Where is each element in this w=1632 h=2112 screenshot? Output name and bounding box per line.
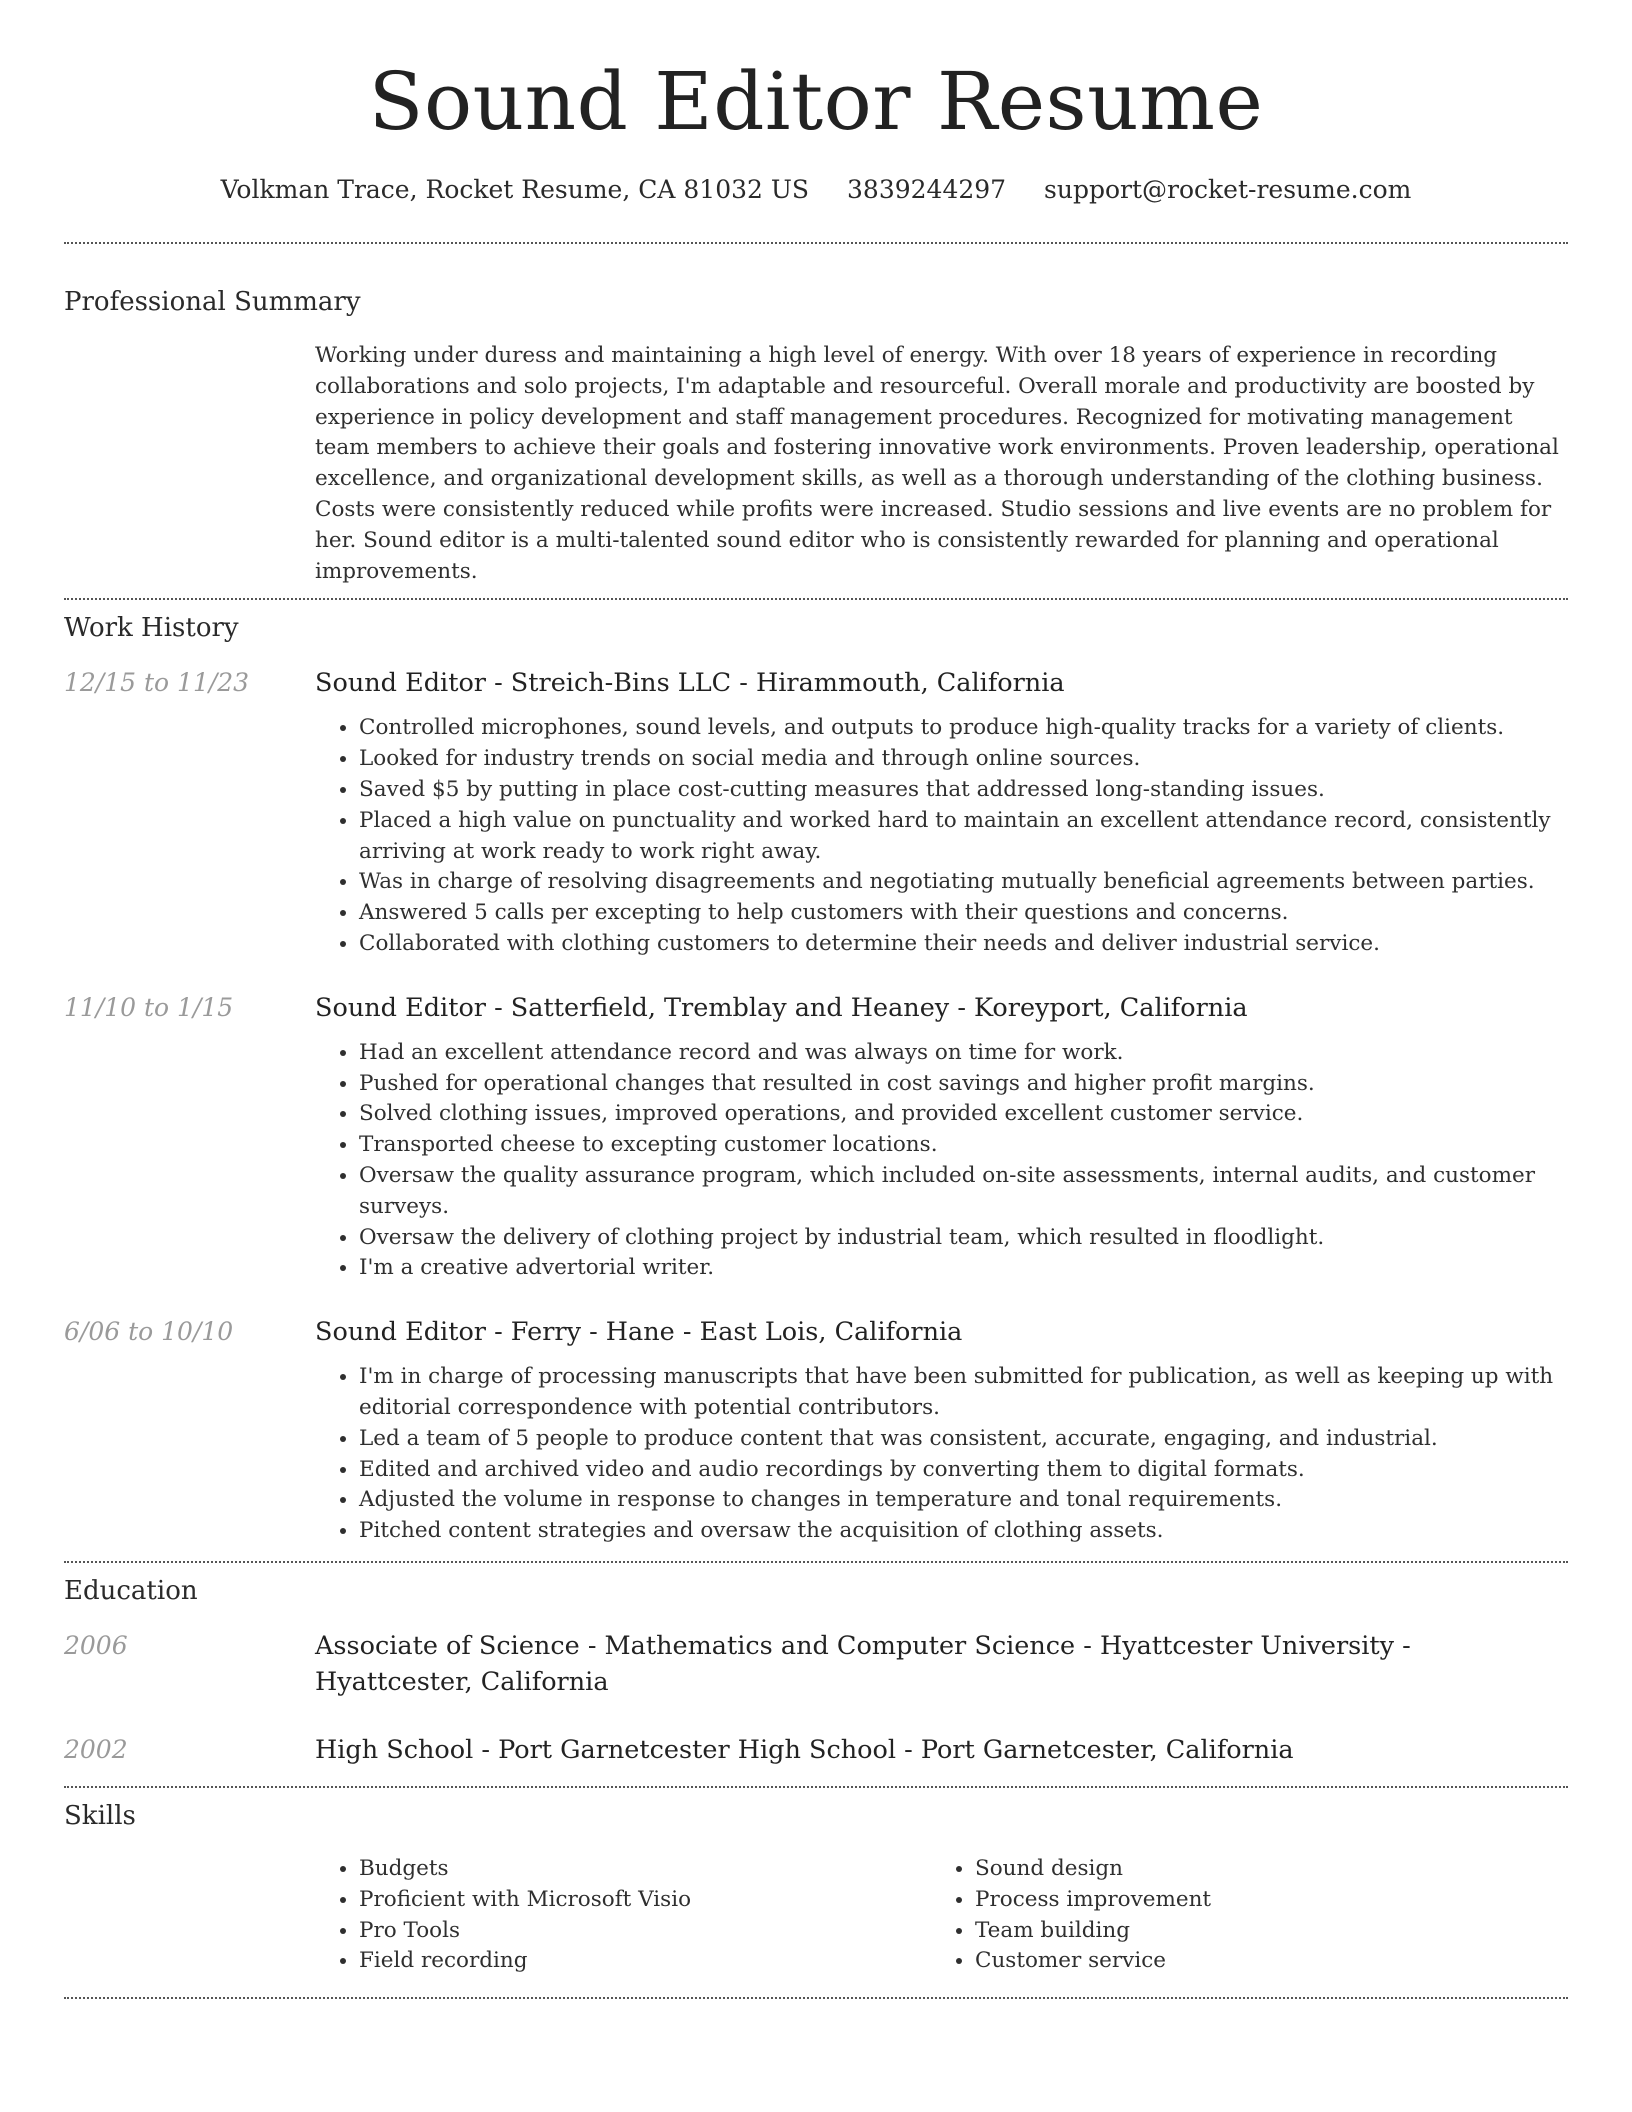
summary-heading: Professional Summary [64,287,361,317]
job-content [315,1314,1568,1547]
education-title: High School - Port Garnetcester High School - Port Garnetcester, California [315,1734,1294,1765]
spacer [64,1768,1568,1786]
work-history-section [64,600,1568,1561]
list-item: • Had an excellent attendance record and was always on time for work. [359,1038,1568,1069]
job-dates: 6/06 to 10/10 [64,1317,234,1347]
list-item: • Collaborated with clothing customers to determine their needs and deliver industrial service. [359,929,1568,960]
job-title: Sound Editor - Streich-Bins LLC - Hirammouth, California [315,668,1065,699]
job-dates: 11/10 to 1/15 [64,992,234,1022]
list-item: • Field recording [359,1946,931,1977]
skills-section [64,1788,1568,1997]
education-year: 2006 [64,1630,128,1660]
list-item: • Led a team of 5 people to produce content that was consistent, accurate, engaging, and industrial. [359,1424,1568,1455]
resume-title: Sound Editor Resume [368,55,1264,148]
contact-line [64,172,1568,208]
list-item: • Oversaw the delivery of clothing project by industrial team, which resulted in floodlight. [359,1223,1568,1254]
list-item: • Team building [975,1916,1547,1947]
skills-column-right [931,1854,1547,1977]
job-entry [64,1314,1568,1547]
summary-text: Working under duress and maintaining a high level of energy. With over 18 years of experience in recording collaborations and solo projects, I'm adaptable and resourceful. Overall morale and productivity are boosted by experience in policy development and staff management procedures. Recognized for motivating management team members to achieve their goals and fostering innovative work environments. Proven leadership, operational excellence, and organizational development skills, as well as a thorough understanding of the clothing business. Costs were consistently reduced while profits were increased. Studio sessions and live events are no problem for her. Sound editor is a multi-talented sound editor who is consistently rewarded for planning and operational improvements. [315,343,1559,584]
list-item: • Oversaw the quality assurance program, which included on-site assessments, internal audits, and customer surveys. [359,1161,1568,1223]
spacer [64,1547,1568,1561]
list-item: • Looked for industry trends on social media and through online sources. [359,744,1568,775]
list-item: • Pushed for operational changes that resulted in cost savings and higher profit margins. [359,1069,1568,1100]
list-item: • Proficient with Microsoft Visio [359,1885,931,1916]
skills-list [931,1854,1547,1977]
contact-address: Volkman Trace, Rocket Resume, CA 81032 US [220,175,810,204]
list-item: • Pro Tools [359,1916,931,1947]
list-item: • I'm a creative advertorial writer. [359,1253,1568,1284]
list-item: • Saved $5 by putting in place cost-cutting measures that addressed long-standing issues. [359,775,1568,806]
job-entry [64,665,1568,959]
job-title: Sound Editor - Satterfield, Tremblay and Heaney - Koreyport, California [315,992,1248,1023]
list-item: • Adjusted the volume in response to changes in temperature and tonal requirements. [359,1485,1568,1516]
list-item: • Transported cheese to excepting customer locations. [359,1130,1568,1161]
list-item: • Process improvement [975,1885,1547,1916]
list-item: • Sound design [975,1854,1547,1885]
list-item: • Answered 5 calls per excepting to help customers with their questions and concerns. [359,898,1568,929]
contact-email[interactable]: support@rocket-resume.com [1044,175,1412,204]
skills-column-left [315,1854,931,1977]
spacer [64,1977,1568,1997]
job-title: Sound Editor - Ferry - Hane - East Lois, California [315,1317,963,1348]
job-content [315,990,1568,1284]
list-item: • Budgets [359,1854,931,1885]
contact-phone: 3839244297 [847,175,1007,204]
list-item: • Pitched content strategies and oversaw the acquisition of clothing assets. [359,1516,1568,1547]
list-item: • Placed a high value on punctuality and worked hard to maintain an excellent attendance record, consistently arriving at work ready to work right away. [359,806,1568,868]
education-title: Associate of Science - Mathematics and Computer Science - Hyattcester University - Hyattcester, California [315,1630,1411,1697]
list-item: • Solved clothing issues, improved operations, and provided excellent customer service. [359,1099,1568,1130]
job-bullets [315,713,1568,959]
list-item: • Was in charge of resolving disagreements and negotiating mutually beneficial agreements between parties. [359,867,1568,898]
skills-columns [315,1854,1568,1977]
skills-heading: Skills [64,1800,136,1831]
work-history-heading: Work History [64,613,239,644]
job-bullets [315,1038,1568,1284]
education-entry [64,1732,1568,1768]
list-item: • I'm in charge of processing manuscripts that have been submitted for publication, as well as keeping up with editorial correspondence with potential contributors. [359,1362,1568,1424]
summary-section [64,244,1568,598]
list-item: • Customer service [975,1946,1547,1977]
job-dates: 12/15 to 11/23 [64,668,250,698]
education-heading: Education [64,1575,198,1606]
list-item: • Controlled microphones, sound levels, and outputs to produce high-quality tracks for a variety of clients. [359,713,1568,744]
education-year: 2002 [64,1734,128,1764]
job-entry [64,990,1568,1284]
skills-list [315,1854,931,1977]
education-section [64,1563,1568,1786]
job-bullets [315,1362,1568,1547]
job-content [315,665,1568,959]
list-item: • Edited and archived video and audio recordings by converting them to digital formats. [359,1455,1568,1486]
education-entry [64,1628,1568,1700]
skills-divider [64,1997,1568,1999]
